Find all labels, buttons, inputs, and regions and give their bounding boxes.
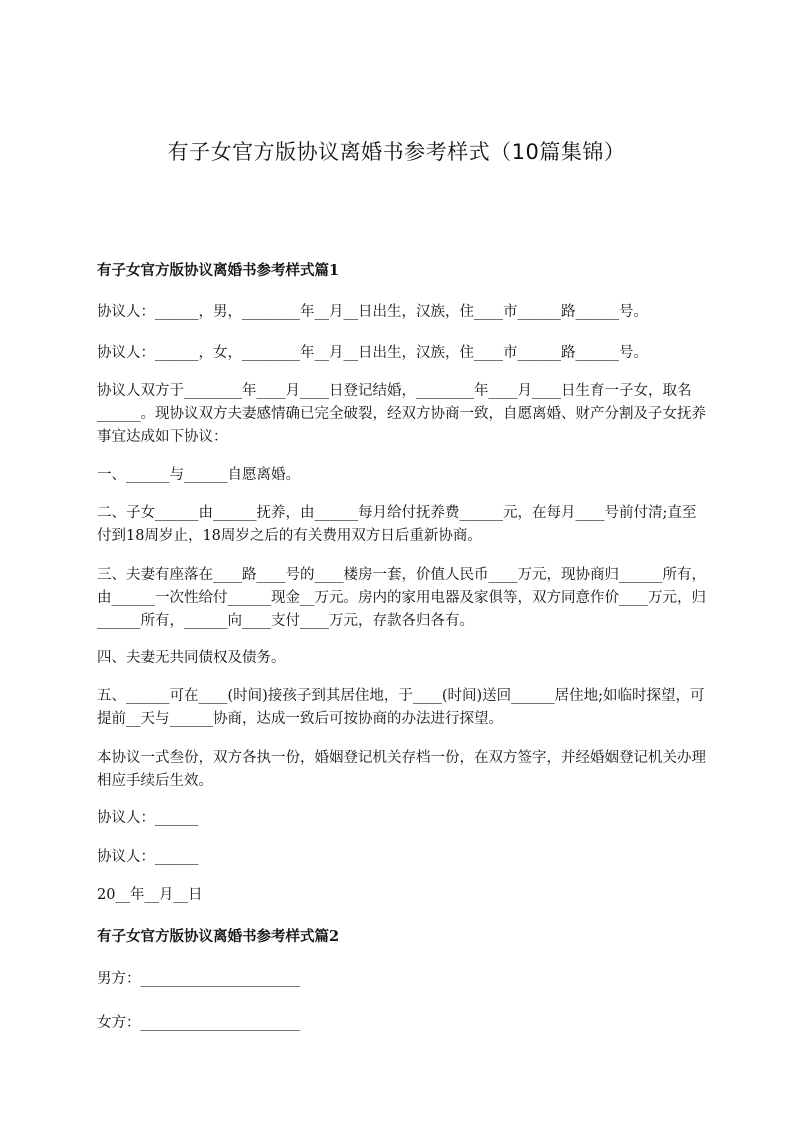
clause-2: 二、子女______由______抚养，由______每月给付抚养费______元，在每月____号前付清;直至付到18周岁止，18周岁之后的有关费用双方日后重新协商。 (97, 505, 697, 544)
closing-paragraph: 本协议一式叁份，双方各执一份，婚姻登记机关存档一份，在双方签字，并经婚姻登记机关办理相应手续后生效。 (97, 750, 706, 789)
clause-1: 一、______与______自愿离婚。 (97, 467, 300, 483)
intro-paragraph: 协议人双方于________年____月____日登记结婚，________年____月____日生育一子女，取名______。现协议双方夫妻感情确已完全破裂，经双方协商一致，自愿离婚、财产分割及子女抚养事宜达成如下协议： (97, 383, 706, 445)
signature-line-1: 协议人：______ (97, 810, 199, 826)
date-line: 20__年__月__日 (97, 887, 203, 903)
female-party-line: 女方：______________________ (97, 1015, 300, 1031)
party-1-line: 协议人：______，男，________年__月__日出生，汉族，住____市______路______号。 (97, 304, 648, 320)
signature-line-2: 协议人：______ (97, 849, 199, 865)
clause-4: 四、夫妻无共同债权及债务。 (97, 650, 286, 666)
section-1-heading: 有子女官方版协议离婚书参考样式篇1 (97, 262, 340, 279)
document-title: 有子女官方版协议离婚书参考样式（10篇集锦） (167, 140, 626, 164)
party-2-line: 协议人：______，女，________年__月__日出生，汉族，住____市______路______号。 (97, 345, 648, 361)
section-2-heading: 有子女官方版协议离婚书参考样式篇2 (97, 928, 340, 945)
clause-5: 五、______可在____(时间)接孩子到其居住地，于____(时间)送回______居住地;如临时探望，可提前__天与______协商，达成一致后可按协商的办法进行探望。 (97, 688, 705, 727)
male-party-line: 男方：______________________ (97, 971, 300, 987)
clause-3: 三、夫妻有座落在____路____号的____楼房一套，价值人民币____万元，现协商归______所有，由______一次性给付______现金__万元。房内的家用电器及家俱等，双方同意作价____万元，归______所有，______向____支付____万元，存款各归各有。 (97, 567, 706, 629)
